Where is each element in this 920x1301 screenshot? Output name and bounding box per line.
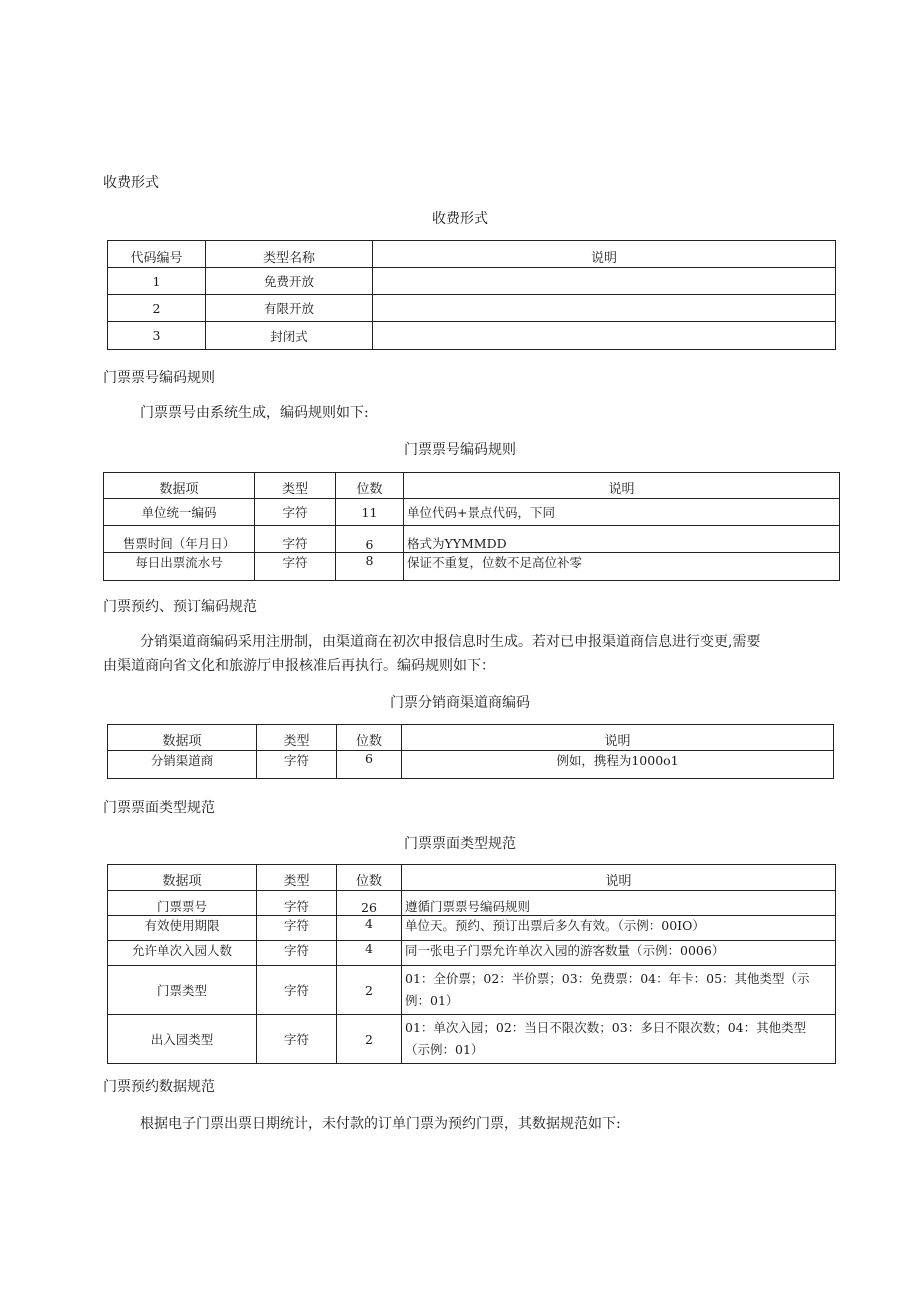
cell-digits: 2 bbox=[337, 1015, 402, 1064]
table-caption-distributor: 门票分销商渠道商编码 bbox=[390, 695, 530, 711]
cell-code: 1 bbox=[108, 268, 206, 295]
cell-description bbox=[402, 966, 836, 1015]
col-header-description: 说明 bbox=[402, 725, 834, 751]
table-row bbox=[104, 553, 840, 581]
cell-description: 单位天。预约、预订出票后多久有效。（示例：00IO） bbox=[402, 916, 836, 941]
cell-description-line1: 01：单次入园；02：当日不限次数；03：多日不限次数；04：其他类型 bbox=[405, 1020, 807, 1035]
col-header-description: 说明 bbox=[402, 865, 836, 891]
cell-data-item: 允许单次入园人数 bbox=[108, 941, 257, 966]
col-header-type: 类型 bbox=[257, 725, 337, 751]
cell-description bbox=[373, 322, 836, 350]
col-header-data-item: 数据项 bbox=[108, 725, 257, 751]
cell-data-item: 门票类型 bbox=[108, 966, 257, 1015]
table-caption-ticket-no: 门票票号编码规则 bbox=[404, 442, 516, 458]
section-heading-ticket-no: 门票票号编码规则 bbox=[103, 370, 215, 386]
cell-digits: 4 bbox=[337, 941, 402, 966]
cell-description: 保证不重复，位数不足高位补零 bbox=[404, 553, 840, 581]
cell-type-name: 有限开放 bbox=[206, 295, 373, 322]
col-header-data-item: 数据项 bbox=[104, 473, 255, 499]
cell-type: 字符 bbox=[255, 553, 336, 581]
table-row bbox=[108, 941, 836, 966]
cell-description: 同一张电子门票允许单次入园的游客数量（示例：0006） bbox=[402, 941, 836, 966]
col-header-description: 说明 bbox=[373, 241, 836, 268]
cell-type: 字符 bbox=[257, 751, 337, 779]
cell-digits: 6 bbox=[337, 751, 402, 779]
cell-digits: 26 bbox=[337, 891, 402, 916]
col-header-digits: 位数 bbox=[336, 473, 404, 499]
cell-description-line2: 例：01） bbox=[405, 993, 459, 1008]
cell-type-name: 封闭式 bbox=[206, 322, 373, 350]
paragraph-booking-line2: 由渠道商向省文化和旅游厅申报核准后再执行。编码规则如下： bbox=[103, 658, 495, 674]
section-heading-face-type: 门票票面类型规范 bbox=[103, 800, 215, 816]
table-row bbox=[104, 526, 840, 553]
paragraph-reservation: 根据电子门票出票日期统计，未付款的订单门票为预约门票，其数据规范如下: bbox=[140, 1116, 621, 1132]
table-row bbox=[108, 1015, 836, 1064]
charge-table bbox=[107, 240, 836, 350]
cell-type: 字符 bbox=[257, 941, 337, 966]
cell-data-item: 有效使用期限 bbox=[108, 916, 257, 941]
cell-data-item: 分销渠道商 bbox=[108, 751, 257, 779]
cell-digits: 11 bbox=[336, 499, 404, 526]
cell-digits: 2 bbox=[337, 966, 402, 1015]
table-caption-face-type: 门票票面类型规范 bbox=[404, 836, 516, 852]
col-header-type: 类型 bbox=[257, 865, 337, 891]
table-row bbox=[108, 751, 834, 779]
table-row bbox=[104, 499, 840, 526]
cell-description-line1: 01：全价票；02：半价票；03：免费票：04：年卡：05：其他类型（示 bbox=[405, 971, 810, 986]
cell-type: 字符 bbox=[257, 916, 337, 941]
cell-description bbox=[373, 295, 836, 322]
cell-description: 格式为YYMMDD bbox=[404, 526, 840, 553]
cell-digits: 6 bbox=[336, 526, 404, 553]
cell-type-name: 免费开放 bbox=[206, 268, 373, 295]
table-row bbox=[108, 322, 836, 350]
table-row bbox=[108, 295, 836, 322]
table-row bbox=[108, 268, 836, 295]
cell-data-item: 出入园类型 bbox=[108, 1015, 257, 1064]
cell-description-line2: （示例：01） bbox=[405, 1042, 484, 1057]
cell-type: 字符 bbox=[257, 966, 337, 1015]
cell-description bbox=[402, 1015, 836, 1064]
cell-description: 单位代码+景点代码，下同 bbox=[404, 499, 840, 526]
section-heading-charge: 收费形式 bbox=[103, 175, 159, 191]
cell-description: 遵循门票票号编码规则 bbox=[402, 891, 836, 916]
cell-code: 2 bbox=[108, 295, 206, 322]
table-row bbox=[108, 916, 836, 941]
col-header-type: 类型 bbox=[255, 473, 336, 499]
table-row bbox=[108, 966, 836, 1015]
col-header-description: 说明 bbox=[404, 473, 840, 499]
col-header-code: 代码编号 bbox=[108, 241, 206, 268]
cell-data-item: 门票票号 bbox=[108, 891, 257, 916]
table-header-row bbox=[108, 241, 836, 268]
col-header-digits: 位数 bbox=[337, 725, 402, 751]
cell-digits: 4 bbox=[337, 916, 402, 941]
ticket-no-table bbox=[103, 472, 840, 581]
cell-description bbox=[373, 268, 836, 295]
cell-type: 字符 bbox=[257, 891, 337, 916]
col-header-data-item: 数据项 bbox=[108, 865, 257, 891]
table-header-row bbox=[108, 865, 836, 891]
col-header-digits: 位数 bbox=[337, 865, 402, 891]
cell-description: 例如，携程为1000o1 bbox=[402, 751, 834, 779]
distributor-table bbox=[107, 724, 834, 779]
cell-code: 3 bbox=[108, 322, 206, 350]
table-caption-charge: 收费形式 bbox=[432, 211, 488, 227]
table-header-row bbox=[104, 473, 840, 499]
section-heading-reservation-data: 门票预约数据规范 bbox=[103, 1079, 215, 1095]
cell-data-item: 单位统一编码 bbox=[104, 499, 255, 526]
cell-digits: 8 bbox=[336, 553, 404, 581]
face-type-table bbox=[107, 864, 836, 1064]
table-row bbox=[108, 891, 836, 916]
table-header-row bbox=[108, 725, 834, 751]
paragraph-booking-line1: 分销渠道商编码采用注册制，由渠道商在初次申报信息时生成。若对已申报渠道商信息进行变更,需要 bbox=[140, 634, 761, 650]
section-heading-booking: 门票预约、预订编码规范 bbox=[103, 599, 257, 615]
cell-data-item: 每日出票流水号 bbox=[104, 553, 255, 581]
cell-data-item: 售票时间（年月日） bbox=[104, 526, 255, 553]
paragraph-ticket-no: 门票票号由系统生成，编码规则如下: bbox=[140, 405, 369, 421]
cell-type: 字符 bbox=[255, 526, 336, 553]
cell-type: 字符 bbox=[255, 499, 336, 526]
cell-type: 字符 bbox=[257, 1015, 337, 1064]
col-header-type-name: 类型名称 bbox=[206, 241, 373, 268]
